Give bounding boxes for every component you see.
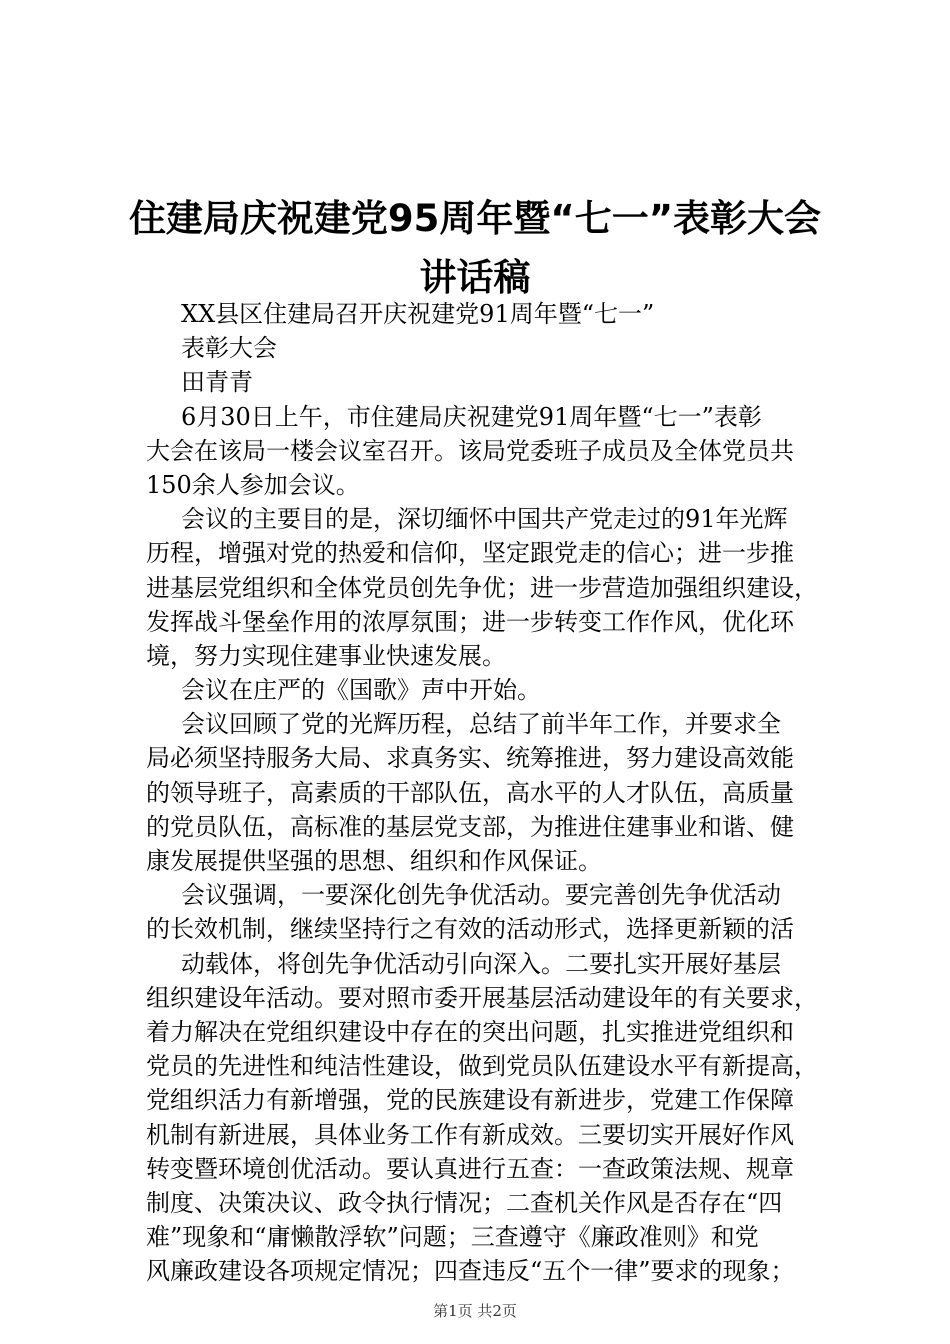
body-line: 风廉政建设各项规定情况；四查违反“五个一律”要求的现象； [146, 1257, 795, 1286]
body-line: 组织建设年活动。要对照市委开展基层活动建设年的有关要求， [146, 983, 818, 1012]
body-line: 进基层党组织和全体党员创先争优；进一步营造加强组织建设， [146, 573, 818, 602]
document-title-line-2: 讲话稿 [419, 256, 531, 299]
body-line: 6月30日上午，市住建局庆祝建党91周年暨“七一”表彰 [181, 402, 762, 431]
body-line: 历程，增强对党的热爱和信仰，坚定跟党走的信心；进一步推 [146, 539, 794, 568]
page-footer: 第1页 共2页 [433, 1302, 517, 1320]
body-line: 康发展提供坚强的思想、组织和作风保证。 [146, 847, 602, 875]
body-line: 表彰大会 [181, 334, 277, 363]
body-line: 动载体，将创先争优活动引向深入。二要扎实开展好基层 [181, 949, 781, 978]
body-line: 着力解决在党组织建设中存在的突出问题，扎实推进党组织和 [146, 1017, 794, 1046]
body-line: 会议的主要目的是，深切缅怀中国共产党走过的91年光辉 [181, 505, 788, 534]
document-body [146, 297, 836, 1288]
body-line: 大会在该局一楼会议室召开。该局党委班子成员及全体党员共 [146, 436, 794, 465]
body-line: 转变暨环境创优活动。要认真进行五查：一查政策法规、规章 [146, 1154, 794, 1183]
body-line: 机制有新进展，具体业务工作有新成效。三要切实开展好作风 [146, 1120, 794, 1149]
body-line: 局必须坚持服务大局、求真务实、统筹推进，努力建设高效能 [146, 744, 794, 773]
body-line: 会议回顾了党的光辉历程，总结了前半年工作，并要求全 [181, 710, 781, 739]
body-line: 150余人参加会议。 [146, 470, 360, 499]
body-line: 的长效机制，继续坚持行之有效的活动形式，选择更新颖的活 [146, 915, 794, 944]
body-line: 的领导班子，高素质的干部队伍，高水平的人才队伍，高质量 [146, 778, 794, 807]
body-line: 制度、决策决议、政令执行情况；二查机关作风是否存在“四 [146, 1188, 783, 1217]
body-line: 田青青 [181, 368, 253, 397]
body-line: 党员的先进性和纯洁性建设，做到党员队伍建设水平有新提高， [146, 1052, 818, 1081]
body-line: 党组织活力有新增强，党的民族建设有新进步，党建工作保障 [146, 1086, 794, 1115]
body-line: 境，努力实现住建事业快速发展。 [146, 641, 506, 670]
body-line: 会议强调，一要深化创先争优活动。要完善创先争优活动 [181, 881, 781, 910]
body-line: 发挥战斗堡垒作用的浓厚氛围；进一步转变工作作风，优化环 [146, 607, 794, 636]
body-line: XX县区住建局召开庆祝建党91周年暨“七一” [181, 300, 655, 328]
body-line: 的党员队伍，高标准的基层党支部，为推进住建事业和谐、健 [146, 812, 794, 841]
document-title-line-1: 住建局庆祝建党95周年暨“七一”表彰大会 [128, 197, 822, 240]
body-line: 难”现象和“庸懒散浮软”问题；三查遵守《廉政准则》和党 [146, 1223, 759, 1252]
body-line: 会议在庄严的《国歌》声中开始。 [181, 676, 541, 705]
